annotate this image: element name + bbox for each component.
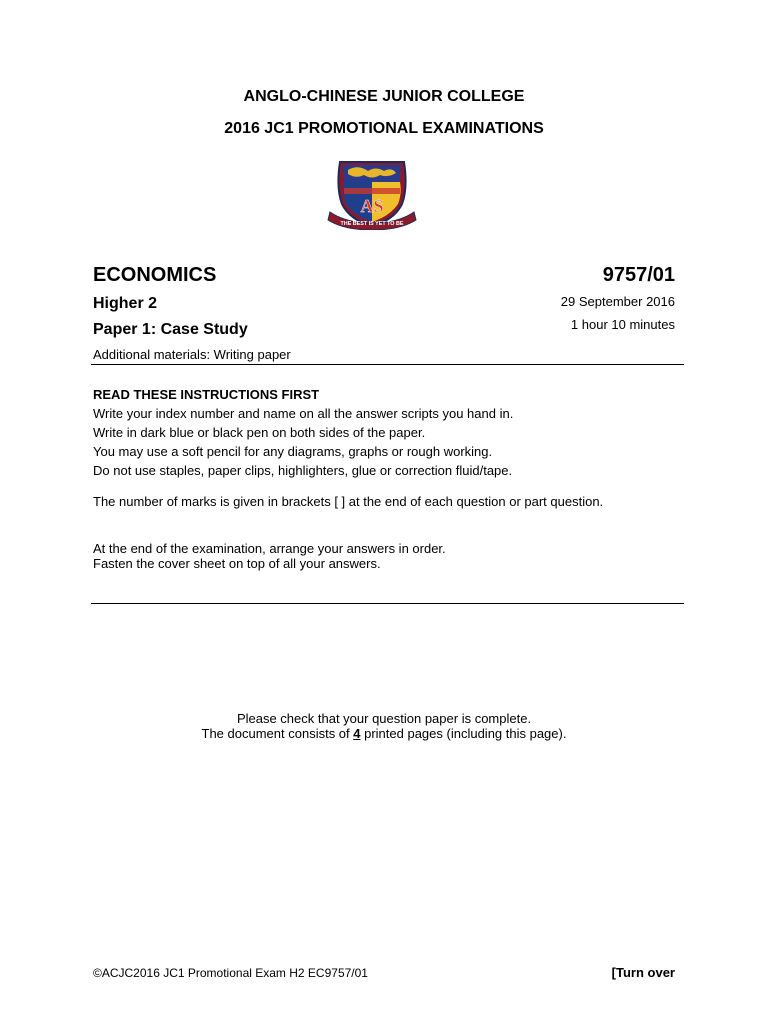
exam-date: 29 September 2016	[560, 294, 675, 309]
page-count: 4	[353, 726, 361, 741]
crest-motto: THE BEST IS YET TO BE	[340, 221, 404, 227]
subject-title: ECONOMICS	[93, 264, 217, 286]
instruction-line: You may use a soft pencil for any diagrams, graphs or rough working.	[93, 444, 493, 459]
college-name: ANGLO-CHINESE JUNIOR COLLEGE	[243, 88, 525, 105]
check-line-2-prefix: The document consists of	[201, 726, 354, 741]
level-label: Higher 2	[93, 295, 158, 312]
divider-bottom	[91, 603, 684, 604]
college-crest-logo	[324, 158, 420, 230]
footer-turn-over: [Turn over	[611, 965, 675, 980]
exam-duration: 1 hour 10 minutes	[570, 317, 675, 332]
check-line-1: Please check that your question paper is complete.	[236, 711, 532, 726]
check-line-2	[0, 726, 768, 741]
additional-materials: Additional materials: Writing paper	[93, 347, 291, 362]
paper-code: 9757/01	[602, 264, 675, 286]
marks-note: The number of marks is given in brackets [ ] at the end of each question or part question.	[93, 494, 604, 509]
end-note: At the end of the examination, arrange your answers in order.	[93, 541, 446, 556]
crest-letters: AS	[360, 196, 384, 216]
end-note: Fasten the cover sheet on top of all your answers.	[93, 556, 381, 571]
instruction-line: Write in dark blue or black pen on both sides of the paper.	[93, 425, 426, 440]
divider-top	[91, 364, 684, 365]
instruction-line: Do not use staples, paper clips, highlighters, glue or correction fluid/tape.	[93, 463, 513, 478]
instructions-heading: READ THESE INSTRUCTIONS FIRST	[93, 387, 320, 402]
instruction-line: Write your index number and name on all the answer scripts you hand in.	[93, 406, 514, 421]
footer-copyright: ©ACJC2016 JC1 Promotional Exam H2 EC9757/01	[93, 966, 368, 980]
paper-label: Paper 1: Case Study	[93, 321, 248, 338]
check-line-2-suffix: printed pages (including this page).	[360, 726, 567, 741]
exam-title: 2016 JC1 PROMOTIONAL EXAMINATIONS	[224, 120, 544, 137]
